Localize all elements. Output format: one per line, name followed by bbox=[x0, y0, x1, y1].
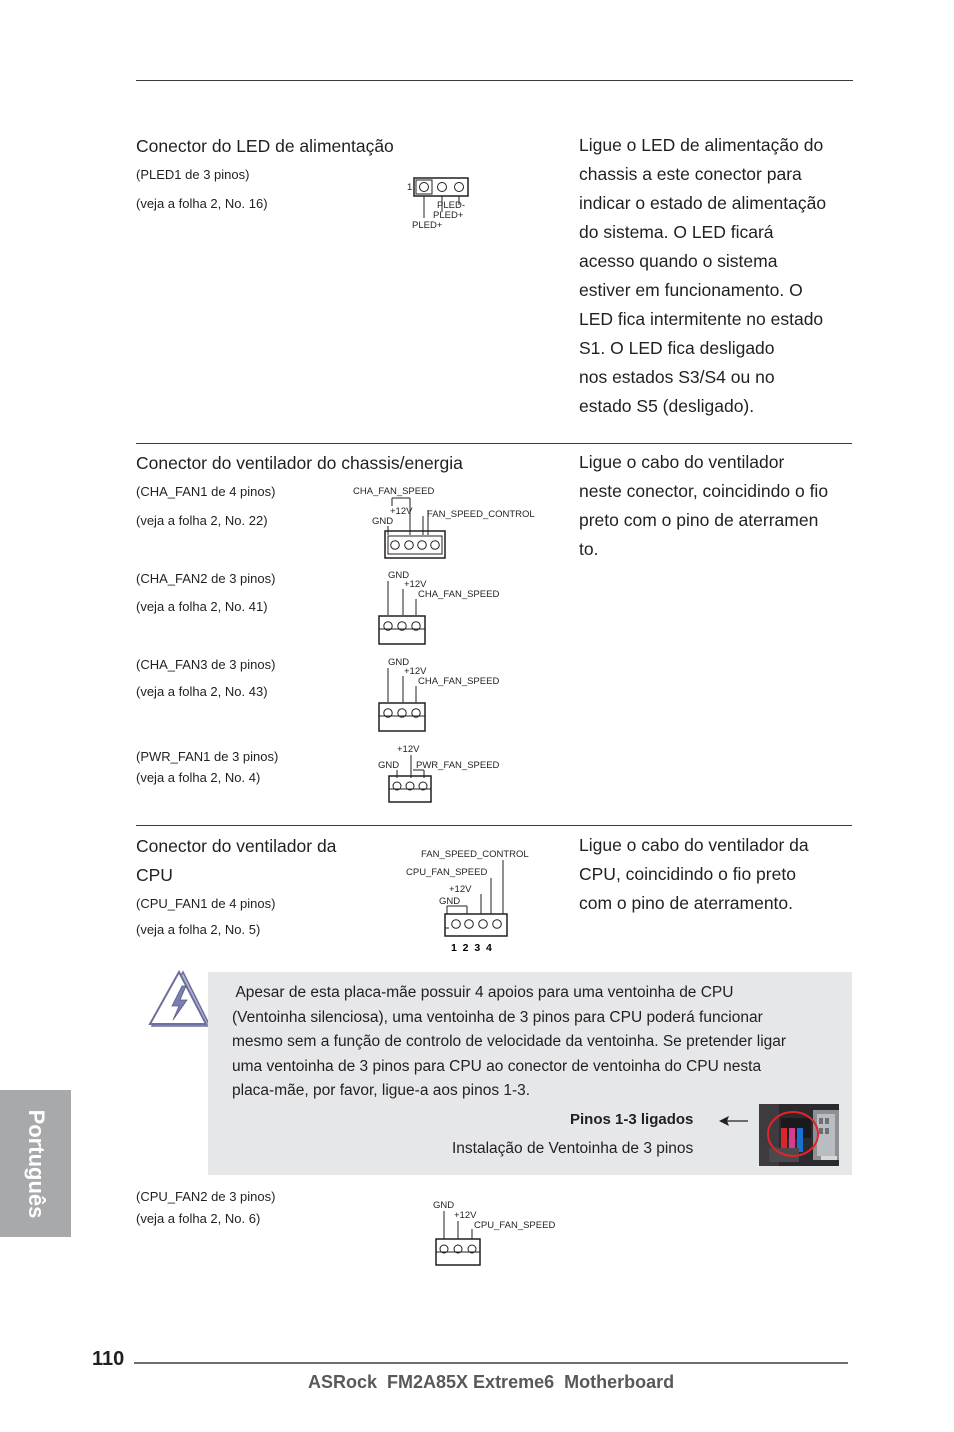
cha-fan3-pin-gnd: GND bbox=[388, 657, 410, 668]
cpu-fan-description bbox=[579, 831, 864, 918]
description-line: CPU, coincidindo o fio preto bbox=[579, 864, 796, 884]
cha-fan2-sub2: (veja a folha 2, No. 41) bbox=[136, 599, 268, 614]
pwr-fan1-pin-speed: PWR_FAN_SPEED bbox=[416, 760, 500, 771]
pled-pin-plus-b: PLED+ bbox=[412, 220, 443, 231]
cpu-fan1-pin-speed: CPU_FAN_SPEED bbox=[406, 867, 488, 878]
pwr-fan1-sub1: (PWR_FAN1 de 3 pinos) bbox=[136, 749, 279, 764]
language-side-tab-label: Português bbox=[23, 1109, 49, 1218]
top-rule bbox=[136, 80, 853, 81]
power-led-title: Conector do LED de alimentação bbox=[136, 136, 394, 156]
cha-fan3-sub1: (CHA_FAN3 de 3 pinos) bbox=[136, 657, 276, 672]
cha-fan1-connector-diagram bbox=[350, 482, 555, 562]
description-line: com o pino de aterramento. bbox=[579, 893, 794, 913]
pins-connected-label: Pinos 1-3 ligados bbox=[570, 1111, 694, 1128]
cha-fan1-pin-speed: CHA_FAN_SPEED bbox=[353, 486, 435, 497]
cpu-fan1-connector-diagram bbox=[400, 844, 550, 956]
section-divider bbox=[136, 825, 852, 826]
cpu-fan2-pin-gnd: GND bbox=[433, 1200, 455, 1211]
cha-fan3-connector-diagram bbox=[376, 654, 516, 736]
cpu-fan-title-line1: Conector do ventilador da bbox=[136, 836, 337, 856]
power-led-description bbox=[579, 131, 864, 421]
chassis-fan-description bbox=[579, 448, 864, 564]
cpu-fan2-pin-speed: CPU_FAN_SPEED bbox=[474, 1220, 556, 1231]
pwr-fan1-pin-12v: +12V bbox=[397, 744, 420, 755]
note-line: placa-mãe, por favor, ligue-a aos pinos 1-3. bbox=[232, 1082, 531, 1100]
note-line: Apesar de esta placa-mãe possuir 4 apoios para uma ventoinha de CPU bbox=[232, 984, 734, 1001]
pled-pin-plus-a: PLED+ bbox=[433, 210, 464, 221]
cpu-fan1-pin-12v: +12V bbox=[449, 884, 472, 895]
description-line: neste conector, coincidindo o fio bbox=[579, 481, 829, 501]
language-side-tab bbox=[0, 1090, 71, 1237]
power-led-sub1: (PLED1 de 3 pinos) bbox=[136, 167, 250, 182]
note-line: mesmo sem a função de controlo de velocidade da ventoinha. Se pretender ligar bbox=[232, 1033, 787, 1051]
cpu-fan1-pin-numbers: 1 2 3 4 bbox=[451, 942, 492, 954]
cpu-fan2-sub2: (veja a folha 2, No. 6) bbox=[136, 1211, 261, 1226]
footer-product-name: ASRock FM2A85X Extreme6 Motherboard bbox=[308, 1372, 675, 1392]
cha-fan2-pin-12v: +12V bbox=[404, 579, 427, 590]
description-line: estiver em funcionamento. O bbox=[579, 280, 803, 300]
pled-pin-one-label: 1 bbox=[407, 182, 413, 193]
cpu-fan1-pin-control: FAN_SPEED_CONTROL bbox=[421, 849, 529, 860]
cpu-fan2-pin-12v: +12V bbox=[454, 1210, 477, 1221]
cha-fan3-sub2: (veja a folha 2, No. 43) bbox=[136, 684, 268, 699]
cha-fan2-pin-speed: CHA_FAN_SPEED bbox=[418, 589, 500, 600]
description-line: to. bbox=[579, 539, 599, 559]
warning-lightning-icon bbox=[148, 968, 212, 1030]
page-number: 110 bbox=[92, 1348, 125, 1370]
fan-installation-photo bbox=[759, 1104, 839, 1166]
section-divider bbox=[136, 443, 852, 444]
pwr-fan1-pin-gnd: GND bbox=[378, 760, 400, 771]
cpu-fan1-pin-gnd: GND bbox=[439, 896, 461, 907]
description-line: preto com o pino de aterramen bbox=[579, 510, 819, 530]
description-line: nos estados S3/S4 ou no bbox=[579, 367, 775, 387]
cha-fan1-pin-gnd: GND bbox=[372, 516, 394, 527]
chassis-fan-title: Conector do ventilador do chassis/energia bbox=[136, 453, 463, 473]
pwr-fan1-connector-diagram bbox=[376, 740, 516, 806]
note-text bbox=[232, 981, 842, 1104]
pwr-fan1-sub2: (veja a folha 2, No. 4) bbox=[136, 770, 261, 785]
cha-fan3-pin-12v: +12V bbox=[404, 666, 427, 677]
cpu-fan2-connector-diagram bbox=[430, 1195, 570, 1271]
note-line: (Ventoinha silenciosa), uma ventoinha de 3 pinos para CPU poderá funcionar bbox=[232, 1008, 763, 1026]
note-line: uma ventoinha de 3 pinos para CPU ao conector de ventoinha do CPU nesta bbox=[232, 1057, 762, 1075]
cha-fan1-sub1: (CHA_FAN1 de 4 pinos) bbox=[136, 484, 276, 499]
cha-fan3-pin-speed: CHA_FAN_SPEED bbox=[418, 676, 500, 687]
description-line: do sistema. O LED ficará bbox=[579, 222, 774, 242]
description-line: Ligue o cabo do ventilador bbox=[579, 452, 785, 472]
description-line: Ligue o LED de alimentação do bbox=[579, 135, 824, 155]
arrow-left-icon bbox=[718, 1115, 750, 1127]
cha-fan2-pin-gnd: GND bbox=[388, 570, 410, 581]
description-line: LED fica intermitente no estado bbox=[579, 309, 824, 329]
install-label: Instalação de Ventoinha de 3 pinos bbox=[452, 1140, 694, 1157]
description-line: acesso quando o sistema bbox=[579, 251, 778, 271]
description-line: S1. O LED fica desligado bbox=[579, 338, 775, 358]
description-line: chassis a este conector para bbox=[579, 164, 802, 184]
cpu-fan1-sub1: (CPU_FAN1 de 4 pinos) bbox=[136, 896, 276, 911]
cha-fan1-pin-control: FAN_SPEED_CONTROL bbox=[427, 509, 535, 520]
description-line: estado S5 (desligado). bbox=[579, 396, 755, 416]
cpu-fan1-sub2: (veja a folha 2, No. 5) bbox=[136, 922, 261, 937]
cpu-fan2-sub1: (CPU_FAN2 de 3 pinos) bbox=[136, 1189, 276, 1204]
pled-pin-minus: PLED- bbox=[437, 200, 465, 211]
pled-connector-diagram bbox=[400, 172, 490, 234]
cha-fan2-connector-diagram bbox=[376, 567, 516, 649]
cha-fan1-sub2: (veja a folha 2, No. 22) bbox=[136, 513, 268, 528]
cha-fan2-sub1: (CHA_FAN2 de 3 pinos) bbox=[136, 571, 276, 586]
cha-fan1-pin-12v: +12V bbox=[390, 506, 413, 517]
cpu-fan-title-line2: CPU bbox=[136, 865, 173, 885]
power-led-sub2: (veja a folha 2, No. 16) bbox=[136, 196, 268, 211]
description-line: indicar o estado de alimentação bbox=[579, 193, 827, 213]
footer-rule bbox=[134, 1362, 848, 1364]
description-line: Ligue o cabo do ventilador da bbox=[579, 835, 809, 855]
